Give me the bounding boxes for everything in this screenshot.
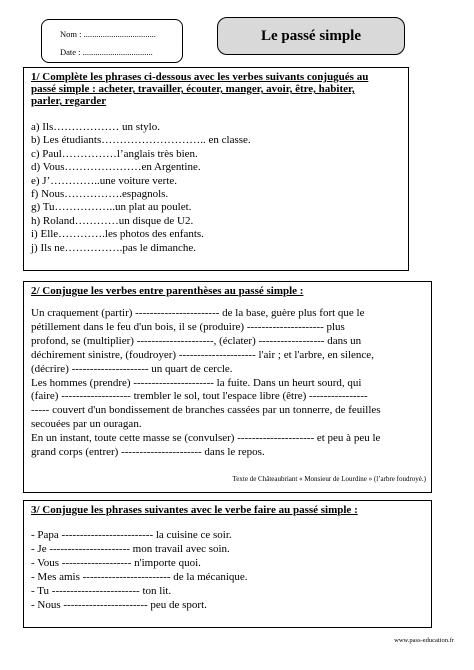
exercise-2-line: Un craquement (partir) ----------------------- de la base, guère plus fort que le xyxy=(31,307,365,319)
exercise-2-text xyxy=(31,307,381,460)
exercise-2-source: Texte de Châteaubriant « Monsieur de Lourdine » (l’arbre foudroyé.) xyxy=(232,475,426,483)
exercise-3-line: - Je ---------------------- mon travail avec soin. xyxy=(31,542,230,555)
exercise-1-item: j) Ils ne…………….pas le dimanche. xyxy=(31,241,196,254)
exercise-1-item: c) Paul……………l’anglais très bien. xyxy=(31,147,198,160)
exercise-1-items xyxy=(31,121,251,255)
exercise-2-line: (faire) ------------------- trembler le sol, tout l'espace libre (être) ---------------- xyxy=(31,390,368,403)
exercise-2-line: grand corps (entrer) ---------------------- dans le repos. xyxy=(31,446,265,459)
exercise-2-line: Les hommes (prendre) ---------------------- la fuite. Dans un heurt sourd, qui xyxy=(31,376,362,389)
exercise-3-line: - Nous ----------------------- peu de sport. xyxy=(31,598,207,611)
exercise-1-item: a) Ils……………… un stylo. xyxy=(31,121,160,133)
exercise-2-line: déchirement sinistre, (foudroyer) --------------------- l'air ; et l'arbre, en silence, xyxy=(31,348,374,361)
exercise-1-heading-line: passé simple : acheter, travailler, écouter, manger, avoir, être, habiter, xyxy=(31,83,355,95)
exercise-3-line: - Mes amis ------------------------ de la mécanique. xyxy=(31,570,248,583)
name-field-label: Nom : .................................. xyxy=(60,29,156,39)
exercise-1-item: e) J’…………..une voiture verte. xyxy=(31,174,178,187)
exercise-2-line: secouées par un ouragan. xyxy=(31,418,142,431)
exercise-1-item: b) Les étudiants……………………….. en classe. xyxy=(31,134,251,147)
exercise-1-item: f) Nous…………….espagnols. xyxy=(31,188,169,201)
name-date-box xyxy=(41,19,183,63)
exercise-3-lines xyxy=(31,529,248,612)
exercise-3-line: - Tu ------------------------ ton lit. xyxy=(31,584,172,597)
footer-website: www.pass-education.fr xyxy=(394,637,454,644)
exercise-3-line: - Papa ------------------------- la cuisine ce soir. xyxy=(31,529,232,541)
exercise-2-line: (décrire) --------------------- un quart de cercle. xyxy=(31,362,233,375)
exercise-1-heading-line: parler, regarder xyxy=(31,95,107,107)
exercise-2-line: pétillement dans le feu d'un bois, il se (produire) --------------------- plus xyxy=(31,320,345,333)
exercise-1-item: i) Elle………….les photos des enfants. xyxy=(31,228,204,241)
exercise-1-item: d) Vous…………………en Argentine. xyxy=(31,161,201,174)
exercise-2-line: profond, se (multiplier) ---------------------, (éclater) ------------------ dans un xyxy=(31,334,362,347)
page-title: Le passé simple xyxy=(260,27,361,44)
exercise-1-heading xyxy=(31,71,368,107)
exercise-1-panel xyxy=(23,67,409,271)
date-field-label: Date : ................................. xyxy=(60,47,153,57)
exercise-3-panel xyxy=(23,500,432,628)
exercise-2-line: ----- couvert d'un bondissement de branches cassées par un tonnerre, de feuilles xyxy=(31,404,381,417)
exercise-1-heading-line: 1/ Complète les phrases ci-dessous avec les verbes suivants conjugués au xyxy=(31,71,369,83)
exercise-1-item: g) Tu……………..un plat au poulet. xyxy=(31,201,192,214)
exercise-2-panel xyxy=(23,281,432,493)
exercise-3-heading: 3/ Conjugue les phrases suivantes avec le verbe faire au passé simple : xyxy=(31,504,358,516)
exercise-3-line: - Vous ------------------- n'importe quoi. xyxy=(31,556,201,569)
title-box xyxy=(217,17,405,55)
exercise-2-heading: 2/ Conjugue les verbes entre parenthèses au passé simple : xyxy=(31,285,304,297)
exercise-1-item: h) Roland…………un disque de U2. xyxy=(31,214,194,227)
exercise-2-line: En un instant, toute cette masse se (convulser) --------------------- et peu à peu le xyxy=(31,432,381,445)
